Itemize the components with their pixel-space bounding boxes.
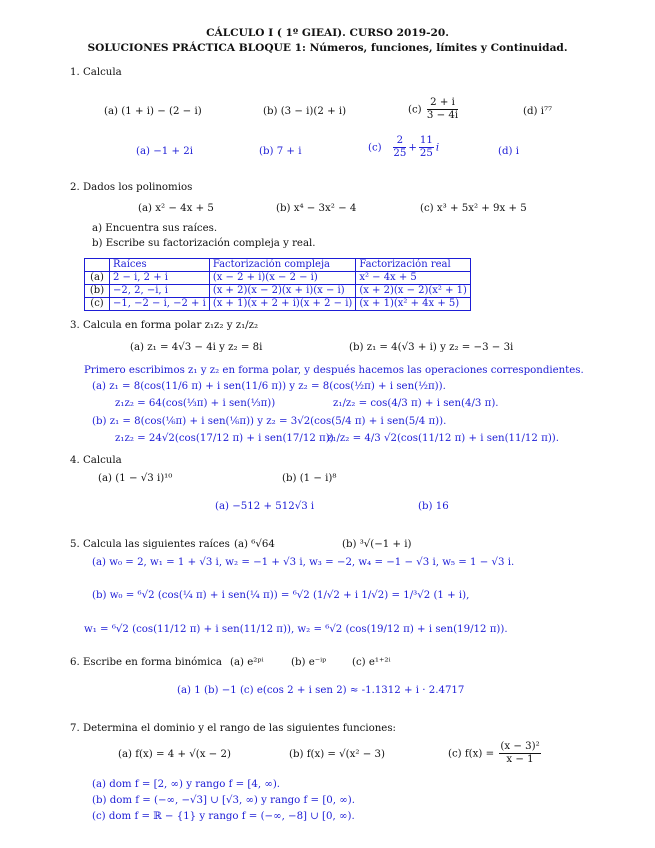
- q3-ans-a2: z₁z₂ = 64(cos(⅓π) + i sen(⅓π)): [115, 398, 276, 409]
- q1-c-label: (c): [408, 104, 422, 116]
- q1-ans-a: (a) −1 + 2i: [136, 146, 194, 157]
- q2-c: (c) x³ + 5x² + 9x + 5: [420, 203, 527, 214]
- q3-b: (b) z₁ = 4(√3 + i) y z₂ = −3 − 3i: [349, 342, 514, 353]
- table-cell: −2, 2, −i, i: [110, 285, 210, 298]
- q7-ans-c: (c) dom f = ℝ − {1} y rango f = (−∞, −8] ∪ [0, ∞).: [92, 811, 355, 822]
- q4-b: (b) (1 − i)⁸: [282, 473, 337, 484]
- q3-ans-a1: (a) z₁ = 8(cos(11/6 π) + i sen(11/6 π)) y z₂ = 8(cos(½π) + i sen(½π)).: [92, 381, 446, 392]
- table-cell: (x − 2 + i)(x − 2 − i): [209, 272, 356, 285]
- q5-label: 5. Calcula las siguientes raíces: [70, 539, 230, 550]
- q3-ans-b3: z₁/z₂ = 4/3 √2(cos(11/12 π) + i sen(11/12 π)).: [327, 433, 560, 444]
- q7-a: (a) f(x) = 4 + √(x − 2): [118, 749, 231, 760]
- q7-label: 7. Determina el dominio y el rango de las siguientes funciones:: [70, 723, 396, 734]
- table-cell: 2 − i, 2 + i: [110, 272, 210, 285]
- q1-ans-c-label: (c): [368, 142, 382, 154]
- factorization-table: [84, 258, 471, 311]
- q1-a: (a) (1 + i) − (2 − i): [104, 106, 202, 117]
- q6-c: (c) e¹⁺²ⁱ: [352, 657, 391, 668]
- q1-d: (d) i⁷⁷: [523, 106, 553, 117]
- q1-c: [408, 97, 460, 122]
- q1-ans-c-frac2-den: 25: [419, 148, 433, 159]
- q1-c-fraction: [427, 97, 458, 122]
- q2-a: (a) x² − 4x + 5: [138, 203, 214, 214]
- q6-ans: (a) 1 (b) −1 (c) e(cos 2 + i sen 2) ≈ -1.1312 + i · 2.4717: [177, 685, 465, 696]
- q1-b: (b) (3 − i)(2 + i): [263, 106, 347, 117]
- q3-ans-b2: z₁z₂ = 24√2(cos(17/12 π) + i sen(17/12 π)): [115, 433, 334, 444]
- q2-item-b: b) Escribe su factorización compleja y real.: [92, 238, 316, 249]
- q1-ans-c: (c) $\frac{2}{25}$ + $\frac{11}{25}$ i: [368, 135, 440, 159]
- table-row: [85, 285, 471, 298]
- q2-item-a: a) Encuentra sus raíces.: [92, 223, 218, 234]
- q1-ans-c-frac1-den: 25: [393, 148, 407, 159]
- q2-b: (b) x⁴ − 3x² − 4: [276, 203, 357, 214]
- q2-label: 2. Dados los polinomios: [70, 182, 193, 193]
- q7-c: [448, 741, 543, 766]
- q3-ans-a3: z₁/z₂ = cos(4/3 π) + i sen(4/3 π).: [333, 398, 499, 409]
- q4-label: 4. Calcula: [70, 455, 122, 466]
- q7-c-num: (x − 3)²: [500, 741, 540, 752]
- q7-b: (b) f(x) = √(x² − 3): [289, 749, 385, 760]
- q7-c-fraction: [499, 741, 540, 766]
- q7-c-den: x − 1: [506, 754, 534, 765]
- q1-ans-c-frac2: [419, 135, 434, 160]
- table-cell: (x + 1)(x + 2 + i)(x + 2 − i): [209, 298, 356, 311]
- table-cell: (x + 1)(x² + 4x + 5): [356, 298, 471, 311]
- table-cell: −1, −2 − i, −2 + i: [110, 298, 210, 311]
- q5-ans-b2: w₁ = ⁶√2 (cos(11/12 π) + i sen(11/12 π)), w₂ = ⁶√2 (cos(19/12 π) + i sen(19/12 π)).: [84, 624, 508, 635]
- table-header-cell: Raíces: [110, 259, 210, 272]
- table-cell: (b): [85, 285, 110, 298]
- q5-ans-a: (a) w₀ = 2, w₁ = 1 + √3 i, w₂ = −1 + √3 i, w₃ = −2, w₄ = −1 − √3 i, w₅ = 1 − √3 i.: [92, 557, 515, 568]
- table-row: [85, 298, 471, 311]
- q1-ans-c-frac1: [393, 135, 406, 160]
- table-cell: x² − 4x + 5: [356, 272, 471, 285]
- q7-c-label: (c) f(x) =: [448, 748, 495, 760]
- q5-a: (a) ⁶√64: [234, 539, 275, 550]
- q3-label: 3. Calcula en forma polar z₁z₂ y z₁/z₂: [70, 320, 259, 331]
- page-title: CÁLCULO I ( 1º GIEAI). CURSO 2019-20.: [206, 27, 449, 39]
- table-header-row: [85, 259, 471, 272]
- q3-intro: Primero escribimos z₁ y z₂ en forma polar, y después hacemos las operaciones correspondientes.: [84, 365, 584, 376]
- q4-a: (a) (1 − √3 i)¹⁰: [98, 473, 173, 484]
- q4-ans-b: (b) 16: [418, 501, 449, 512]
- q5-ans-b1: (b) w₀ = ⁶√2 (cos(¼ π) + i sen(¼ π)) = ⁶√2 (1/√2 + i 1/√2) = 1/³√2 (1 + i),: [92, 590, 470, 601]
- q5-b: (b) ³√(−1 + i): [342, 539, 412, 550]
- table-cell: (x + 2)(x − 2)(x + i)(x − i): [209, 285, 356, 298]
- q1-ans-c-frac1-num: 2: [393, 135, 406, 148]
- q6-a: (a) e²ᵖⁱ: [230, 657, 264, 668]
- page-subtitle: SOLUCIONES PRÁCTICA BLOQUE 1: Números, funciones, límites y Continuidad.: [87, 42, 568, 54]
- table-cell: (x + 2)(x − 2)(x² + 1): [356, 285, 471, 298]
- q7-ans-b: (b) dom f = (−∞, −√3] ∪ [√3, ∞) y rango f = [0, ∞).: [92, 795, 355, 806]
- table-header-cell: [85, 259, 110, 272]
- q3-a: (a) z₁ = 4√3 − 4i y z₂ = 8i: [130, 342, 263, 353]
- q1-ans-c-frac2-num: 11: [419, 135, 433, 146]
- q6-label: 6. Escribe en forma binómica: [70, 657, 222, 668]
- q1-c-num: 2 + i: [427, 97, 458, 110]
- table-header-cell: Factorización compleja: [209, 259, 356, 272]
- q1-c-den: 3 − 4i: [426, 110, 459, 121]
- table-row: [85, 272, 471, 285]
- table-cell: (a): [85, 272, 110, 285]
- q7-ans-a: (a) dom f = [2, ∞) y rango f = [4, ∞).: [92, 779, 281, 790]
- table-header-cell: Factorización real: [356, 259, 471, 272]
- q1-label: 1. Calcula: [70, 67, 122, 78]
- q1-ans-d: (d) i: [498, 146, 519, 157]
- table-cell: (c): [85, 298, 110, 311]
- q1-ans-b: (b) 7 + i: [259, 146, 302, 157]
- q4-ans-a: (a) −512 + 512√3 i: [215, 501, 315, 512]
- q6-b: (b) e⁻ⁱᵖ: [291, 657, 327, 668]
- q3-ans-b1: (b) z₁ = 8(cos(⅙π) + i sen(⅙π)) y z₂ = 3√2(cos(5/4 π) + i sen(5/4 π)).: [92, 416, 447, 427]
